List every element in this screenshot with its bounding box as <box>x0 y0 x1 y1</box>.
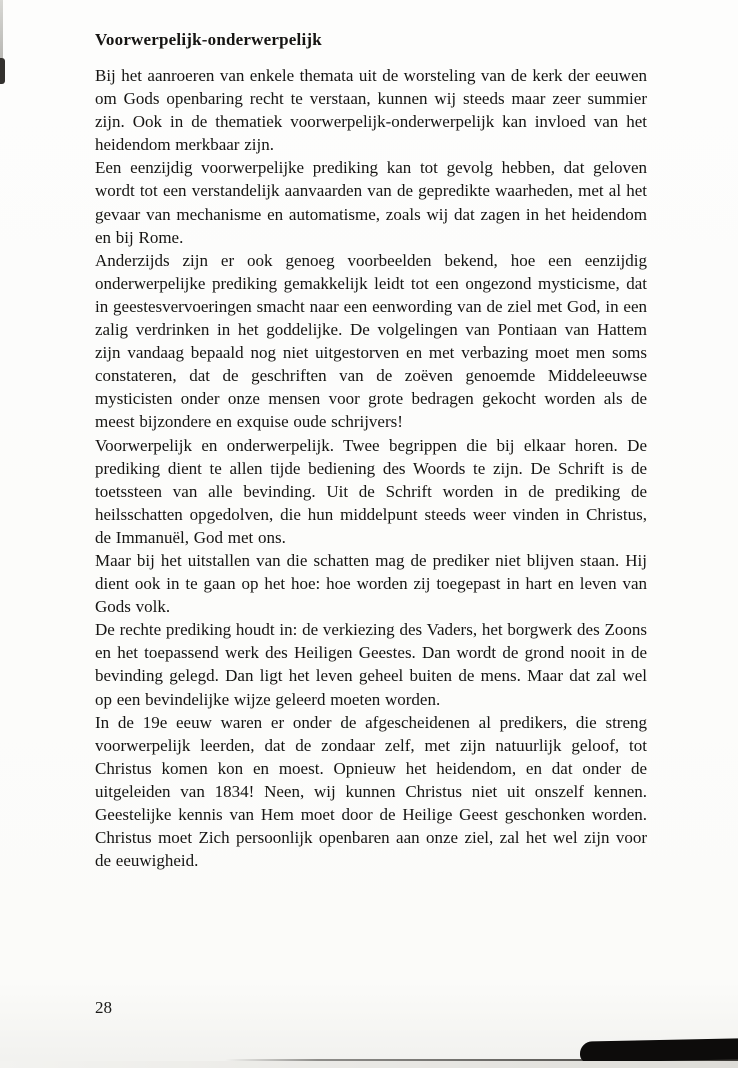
body-paragraph: In de 19e eeuw waren er onder de afgescheidenen al predikers, die streng voorwerpelijk leerden, dat de zondaar zelf, met zijn natuurlijk geloof, tot Christus komen kon en moest. Opnieuw het heidendom, en dat onder de uitgeleiden van 1834! Neen, wij kunnen Christus niet uit onszelf kennen. Geestelijke kennis van Hem moet door de Heilige Geest geschonken worden. Christus moet Zich persoonlijk openbaren aan onze ziel, zal het wel zijn voor de eeuwigheid. <box>95 712 647 871</box>
scan-artifact-left-edge-shading <box>0 0 3 58</box>
scan-artifact-left-edge-mark <box>0 58 5 84</box>
body-paragraph: Een eenzijdig voorwerpelijke prediking kan tot gevolg hebben, dat geloven wordt tot een verstandelijk aanvaarden van de gepredikte waarheden, met al het gevaar van mechanisme en automatisme, zoals wij dat zagen in het heidendom en bij Rome. <box>95 158 647 247</box>
text-block <box>95 30 647 872</box>
page-number: 28 <box>95 998 112 1017</box>
body-paragraph: Bij het aanroeren van enkele themata uit de worsteling van de kerk der eeuwen om Gods openbaring recht te verstaan, kunnen wij steeds maar zeer summier zijn. Ook in de thematiek voorwerpelijk-onderwerpelijk kan invloed van het heidendom merkbaar zijn. <box>95 66 647 155</box>
body-paragraph: Maar bij het uitstallen van die schatten mag de prediker niet blijven staan. Hij dient ook in te gaan op het hoe: hoe worden zij toegepast in hart en leven van Gods volk. <box>95 550 647 617</box>
body-paragraph: De rechte prediking houdt in: de verkiezing des Vaders, het borgwerk des Zoons en het toepassend werk des Heiligen Geestes. Dan wordt de grond nooit in de bevinding gelegd. Dan ligt het leven geheel buiten de mens. Maar dat zal wel op een bevindelijke wijze geleerd moeten worden. <box>95 620 647 709</box>
body-paragraph: Voorwerpelijk en onderwerpelijk. Twee begrippen die bij elkaar horen. De prediking dient te allen tijde bediening des Woords te zijn. De Schrift is de toetssteen van alle bevinding. Uit de Schrift worden in de prediking de heilsschatten opgedolven, die hun middelpunt steeds weer vinden in Christus, de Immanuël, God met ons. <box>95 435 647 547</box>
body-text <box>95 64 647 872</box>
page-heading: Voorwerpelijk-onderwerpelijk <box>95 30 322 49</box>
scan-artifact-bottom-shadow <box>580 1038 738 1062</box>
scan-artifact-bottom-strip <box>0 1061 738 1068</box>
body-paragraph: Anderzijds zijn er ook genoeg voorbeelden bekend, hoe een eenzijdig onderwerpelijke prediking gemakkelijk leidt tot een ongezond mysticisme, dat in geestesvervoeringen smacht naar een eenwording van de ziel met God, in een zalig verdrinken in het goddelijke. De volgelingen van Pontiaan van Hattem zijn vandaag bepaald nog niet uitgestorven en met verbazing moet men soms constateren, dat de geschriften van de zoëven genoemde Middeleeuwse mysticisten onder onze mensen voor grote bedragen gekocht worden als de meest bijzondere en exquise oude schrijvers! <box>95 250 647 432</box>
